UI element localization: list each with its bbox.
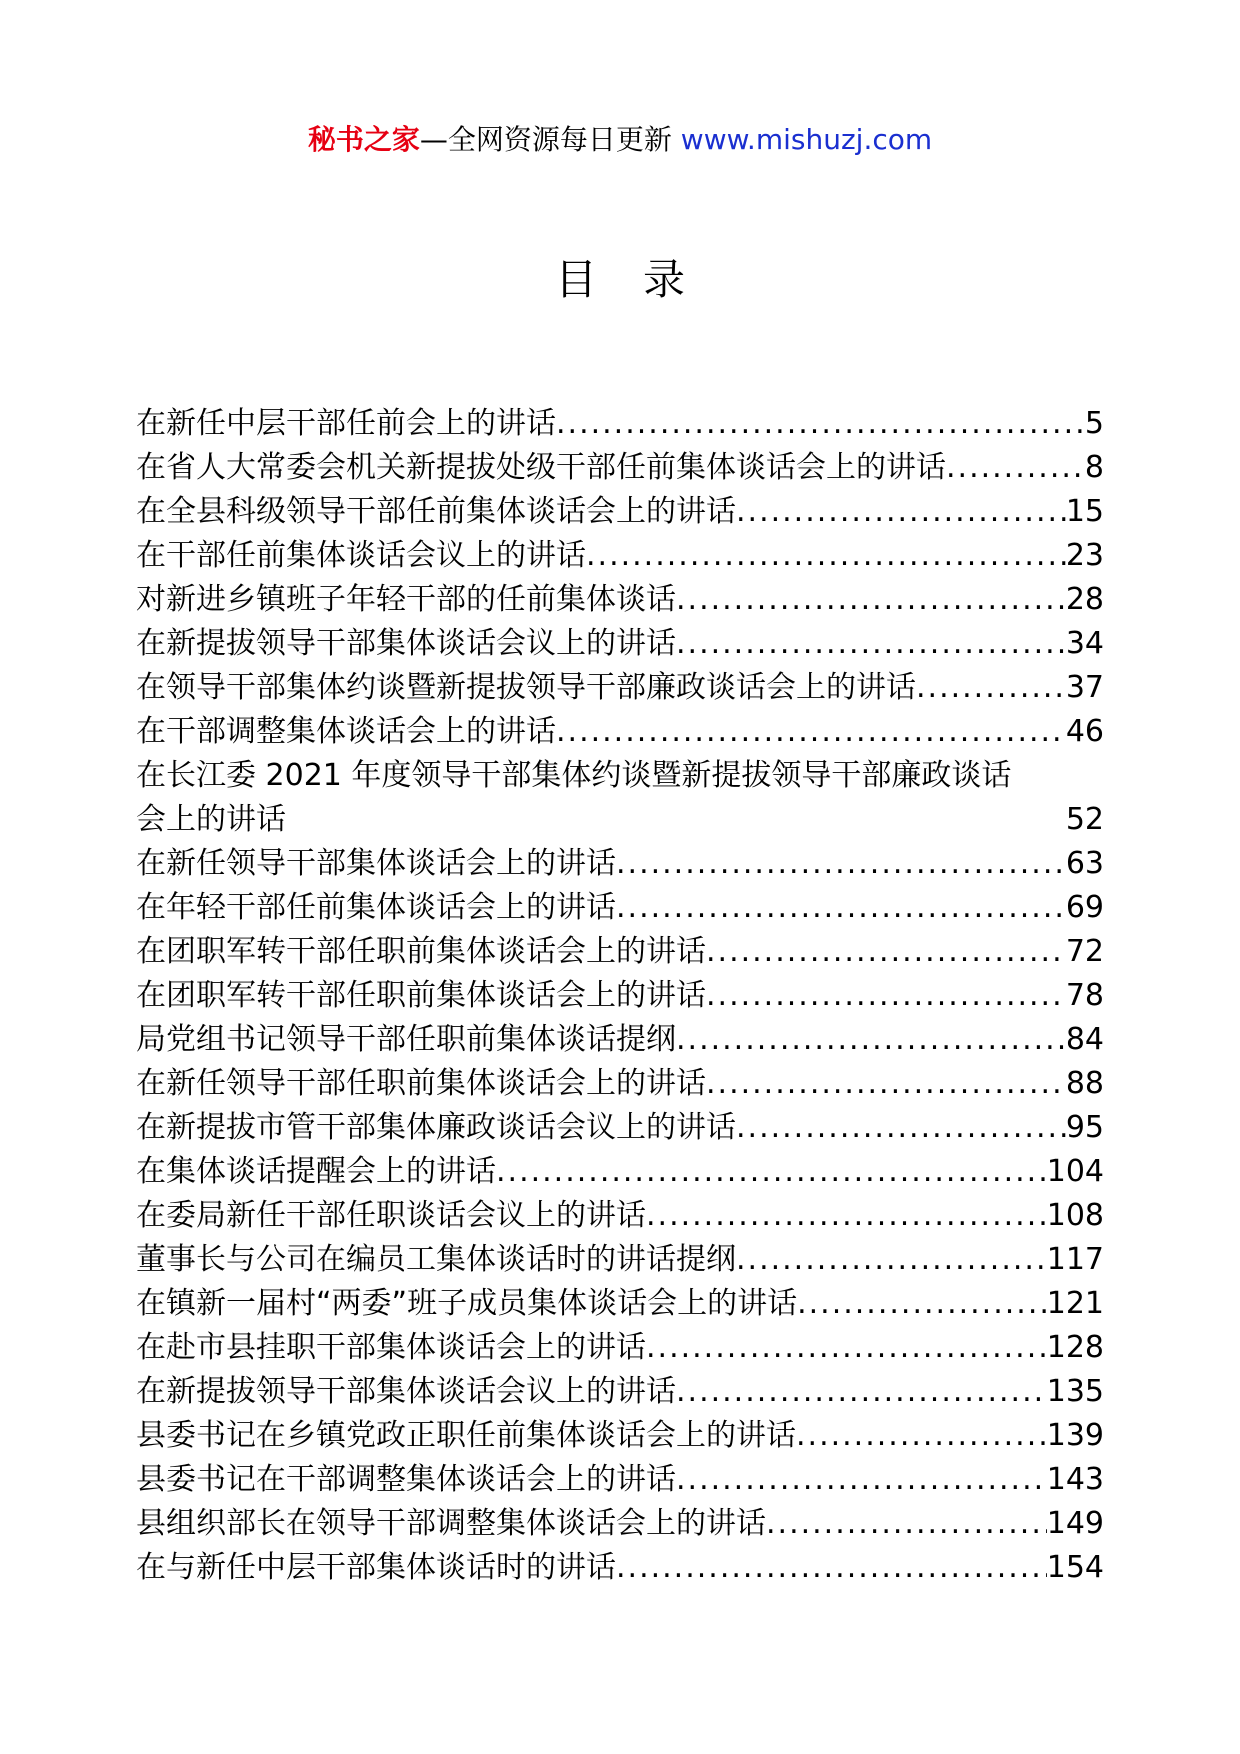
toc-leader-dots bbox=[766, 1502, 1047, 1546]
toc-entry-title: 县委书记在乡镇党政正职任前集体谈话会上的讲话 bbox=[136, 1418, 796, 1453]
toc-leader-dots bbox=[556, 710, 1066, 754]
toc-entry-page: 72 bbox=[1065, 934, 1104, 969]
toc-entry-page: 69 bbox=[1065, 890, 1104, 925]
toc-entry[interactable] bbox=[136, 1282, 1104, 1326]
toc-entry-page: 121 bbox=[1046, 1286, 1104, 1321]
toc-entry[interactable] bbox=[136, 1370, 1104, 1414]
toc-entry-title: 在镇新一届村“两委”班子成员集体谈话会上的讲话 bbox=[136, 1286, 798, 1321]
toc-leader-dots bbox=[946, 446, 1085, 490]
brand-name: 秘书之家 bbox=[307, 123, 420, 156]
toc-entry[interactable] bbox=[136, 666, 1104, 710]
toc-leader-dots bbox=[676, 1018, 1066, 1062]
toc-entry[interactable] bbox=[136, 1546, 1104, 1590]
toc-entry-page: 139 bbox=[1046, 1418, 1104, 1453]
toc-entry-page: 95 bbox=[1065, 1110, 1104, 1145]
toc-entry[interactable] bbox=[136, 974, 1104, 1018]
title-char: 录 bbox=[643, 255, 732, 304]
header-tagline: —全网资源每日更新 bbox=[419, 123, 672, 156]
toc-entry[interactable] bbox=[136, 1018, 1104, 1062]
toc-entry[interactable] bbox=[136, 886, 1104, 930]
toc-leader-dots bbox=[736, 490, 1066, 534]
toc-entry[interactable] bbox=[136, 446, 1104, 490]
toc-entry-page: 104 bbox=[1046, 1154, 1104, 1189]
toc-entry-page: 84 bbox=[1065, 1022, 1104, 1057]
toc-entry[interactable] bbox=[136, 402, 1104, 446]
toc-leader-dots bbox=[676, 1458, 1047, 1502]
toc-leader-dots bbox=[676, 1370, 1047, 1414]
toc-entry-title: 在新提拔领导干部集体谈话会议上的讲话 bbox=[136, 626, 676, 661]
toc-entry[interactable] bbox=[136, 1106, 1104, 1150]
toc-entry[interactable] bbox=[136, 1502, 1104, 1546]
title-char: 目 bbox=[554, 255, 643, 304]
toc-entry-title: 县委书记在干部调整集体谈话会上的讲话 bbox=[136, 1462, 676, 1497]
toc-entry-page: 34 bbox=[1065, 626, 1104, 661]
toc-entry-title: 董事长与公司在编员工集体谈话时的讲话提纲 bbox=[136, 1242, 736, 1277]
site-url-link[interactable]: www.mishuzj.com bbox=[680, 123, 933, 156]
toc-entry-page: 143 bbox=[1046, 1462, 1104, 1497]
toc-entry-title: 在与新任中层干部集体谈话时的讲话 bbox=[136, 1550, 616, 1585]
toc-entry-title: 在委局新任干部任职谈话会议上的讲话 bbox=[136, 1198, 646, 1233]
toc-leader-dots bbox=[646, 1194, 1047, 1238]
toc-entry-title: 在新任中层干部任前会上的讲话 bbox=[136, 406, 556, 441]
toc-leader-dots bbox=[616, 886, 1066, 930]
toc-entry[interactable] bbox=[136, 1194, 1104, 1238]
toc-entry-title: 在新任领导干部任职前集体谈话会上的讲话 bbox=[136, 1066, 706, 1101]
toc-leader-dots bbox=[616, 842, 1066, 886]
toc-entry[interactable] bbox=[136, 710, 1104, 754]
toc-entry-title: 在领导干部集体约谈暨新提拔领导干部廉政谈话会上的讲话 bbox=[136, 670, 916, 705]
toc-entry-title: 在全县科级领导干部任前集体谈话会上的讲话 bbox=[136, 494, 736, 529]
toc-entry[interactable] bbox=[136, 1458, 1104, 1502]
toc-leader-dots bbox=[736, 1238, 1047, 1282]
toc-entry[interactable] bbox=[136, 930, 1104, 974]
toc-leader-dots bbox=[706, 1062, 1066, 1106]
page-title bbox=[0, 250, 1240, 310]
toc-entry-page: 135 bbox=[1046, 1374, 1104, 1409]
toc-entry-page: 63 bbox=[1065, 846, 1104, 881]
toc-entry-page: 8 bbox=[1084, 450, 1104, 485]
toc-leader-dots bbox=[797, 1282, 1047, 1326]
toc-entry-title: 在新任领导干部集体谈话会上的讲话 bbox=[136, 846, 616, 881]
toc-entry-title: 在干部任前集体谈话会议上的讲话 bbox=[136, 538, 586, 573]
toc-leader-dots bbox=[706, 930, 1066, 974]
toc-entry-page: 128 bbox=[1046, 1330, 1104, 1365]
toc-entry-page: 154 bbox=[1046, 1550, 1104, 1585]
toc-entry-title: 局党组书记领导干部任职前集体谈话提纲 bbox=[136, 1022, 676, 1057]
toc-entry-title: 在赴市县挂职干部集体谈话会上的讲话 bbox=[136, 1330, 646, 1365]
table-of-contents bbox=[136, 402, 1104, 1590]
toc-entry-wrapped[interactable] bbox=[136, 754, 1104, 842]
toc-entry-page: 28 bbox=[1065, 582, 1104, 617]
toc-leader-dots bbox=[556, 402, 1085, 446]
toc-leader-dots bbox=[706, 974, 1066, 1018]
toc-leader-dots bbox=[496, 1150, 1047, 1194]
toc-entry[interactable] bbox=[136, 578, 1104, 622]
toc-leader-dots bbox=[676, 578, 1066, 622]
toc-entry-title: 在省人大常委会机关新提拔处级干部任前集体谈话会上的讲话 bbox=[136, 450, 946, 485]
toc-entry-page: 46 bbox=[1065, 714, 1104, 749]
toc-entry-title-line2: 会上的讲话 bbox=[136, 802, 286, 837]
toc-entry-page: 78 bbox=[1065, 978, 1104, 1013]
toc-entry[interactable] bbox=[136, 842, 1104, 886]
toc-leader-dots bbox=[646, 1326, 1047, 1370]
toc-entry[interactable] bbox=[136, 490, 1104, 534]
toc-entry-page: 88 bbox=[1065, 1066, 1104, 1101]
toc-leader-dots bbox=[916, 666, 1066, 710]
toc-entry-title: 在新提拔市管干部集体廉政谈话会议上的讲话 bbox=[136, 1110, 736, 1145]
toc-entry-page: 117 bbox=[1046, 1242, 1104, 1277]
toc-entry[interactable] bbox=[136, 1414, 1104, 1458]
toc-entry-title: 在干部调整集体谈话会上的讲话 bbox=[136, 714, 556, 749]
toc-entry[interactable] bbox=[136, 622, 1104, 666]
toc-entry[interactable] bbox=[136, 1238, 1104, 1282]
toc-leader-dots bbox=[796, 1414, 1047, 1458]
toc-entry[interactable] bbox=[136, 1326, 1104, 1370]
toc-entry-title: 对新进乡镇班子年轻干部的任前集体谈话 bbox=[136, 582, 676, 617]
toc-entry-page: 149 bbox=[1046, 1506, 1104, 1541]
toc-entry[interactable] bbox=[136, 1062, 1104, 1106]
toc-leader-dots bbox=[586, 534, 1066, 578]
toc-leader-dots bbox=[736, 1106, 1066, 1150]
toc-leader-dots bbox=[616, 1546, 1047, 1590]
toc-entry-page: 108 bbox=[1046, 1198, 1104, 1233]
toc-entry[interactable] bbox=[136, 534, 1104, 578]
toc-entry-title: 在年轻干部任前集体谈话会上的讲话 bbox=[136, 890, 616, 925]
toc-entry-title: 在团职军转干部任职前集体谈话会上的讲话 bbox=[136, 978, 706, 1013]
toc-entry-page: 23 bbox=[1065, 538, 1104, 573]
toc-entry-title-line1: 在长江委 2021 年度领导干部集体约谈暨新提拔领导干部廉政谈话 bbox=[136, 758, 1012, 793]
toc-entry-title: 在新提拔领导干部集体谈话会议上的讲话 bbox=[136, 1374, 676, 1409]
toc-entry-page: 5 bbox=[1084, 406, 1104, 441]
toc-entry-page: 37 bbox=[1065, 670, 1104, 705]
toc-leader-dots bbox=[676, 622, 1066, 666]
toc-entry-title: 县组织部长在领导干部调整集体谈话会上的讲话 bbox=[136, 1506, 766, 1541]
toc-entry-title: 在团职军转干部任职前集体谈话会上的讲话 bbox=[136, 934, 706, 969]
toc-entry-title: 在集体谈话提醒会上的讲话 bbox=[136, 1154, 496, 1189]
site-header bbox=[0, 120, 1240, 160]
toc-entry[interactable] bbox=[136, 1150, 1104, 1194]
toc-entry-page: 15 bbox=[1065, 494, 1104, 529]
toc-entry-page: 52 bbox=[1065, 802, 1104, 837]
